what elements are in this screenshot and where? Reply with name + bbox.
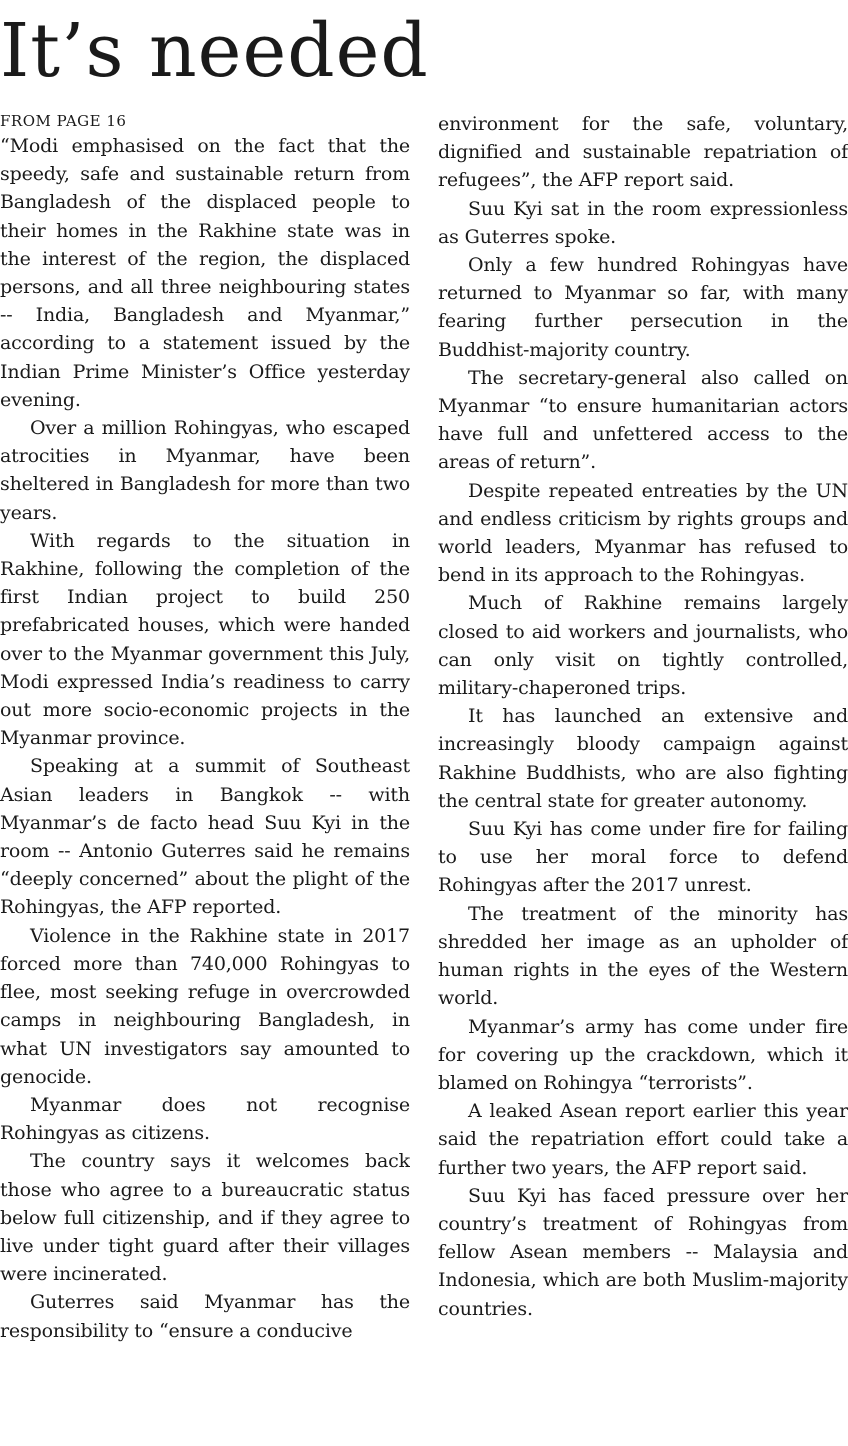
paragraph: environment for the safe, voluntary, dignified and sustainable repatriation of refugees”, the AFP report said. <box>438 113 848 192</box>
paragraph: Myanmar’s army has come under fire for covering up the crackdown, which it blamed on Rohingya “terrorists”. <box>438 1015 848 1094</box>
article-column-right <box>438 110 848 1440</box>
paragraph: It has launched an extensive and increasingly bloody campaign against Rakhine Buddhists, who are also fighting the central state for greater autonomy. <box>438 705 848 812</box>
paragraph: Guterres said Myanmar has the responsibility to “ensure a conducive <box>0 1291 410 1342</box>
paragraph: Suu Kyi sat in the room expressionless as Guterres spoke. <box>438 197 848 248</box>
paragraph: Despite repeated entreaties by the UN and endless criticism by rights groups and world leaders, Myanmar has refused to bend in its approach to the Rohingyas. <box>438 479 848 587</box>
paragraph: Over a million Rohingyas, who escaped atrocities in Myanmar, have been sheltered in Bangladesh for more than two years. <box>0 417 410 524</box>
paragraph: Only a few hundred Rohingyas have returned to Myanmar so far, with many fearing further persecution in the Buddhist-majority country. <box>438 254 848 361</box>
paragraph: With regards to the situation in Rakhine, following the completion of the first Indian project to build 250 prefabricated houses, which were handed over to the Myanmar government this July, Modi expressed India’s readiness to carry out more socio-economic projects in the Myanmar province. <box>0 529 410 750</box>
paragraph: Much of Rakhine remains largely closed to aid workers and journalists, who can only visit on tightly controlled, military-chaperoned trips. <box>438 592 848 700</box>
paragraph: Violence in the Rakhine state in 2017 forced more than 740,000 Rohingyas to flee, most seeking refuge in overcrowded camps in neighbouring Bangladesh, in what UN investigators say amounted to genocide. <box>0 924 410 1088</box>
paragraph: “Modi emphasised on the fact that the speedy, safe and sustainable return from Bangladesh of the displaced people to their homes in the Rakhine state was in the interest of the region, the displaced persons, and all three neighbouring states -- India, Bangladesh and Myanmar,” according to a statement issued by the Indian Prime Minister’s Office yesterday evening. <box>0 135 410 411</box>
paragraph: The secretary-general also called on Myanmar “to ensure humanitarian actors have full and unfettered access to the areas of return”. <box>438 366 848 474</box>
paragraph: A leaked Asean report earlier this year said the repatriation effort could take a further two years, the AFP report said. <box>438 1100 848 1179</box>
paragraph: The treatment of the minority has shredded her image as an upholder of human rights in the eyes of the Western world. <box>438 902 848 1010</box>
paragraph: Speaking at a summit of Southeast Asian leaders in Bangkok -- with Myanmar’s de facto head Suu Kyi in the room -- Antonio Guterres said he remains “deeply concerned” about the plight of the Rohingyas, the AFP reported. <box>0 755 410 919</box>
paragraph: The country says it welcomes back those who agree to a bureaucratic status below full citizenship, and if they agree to live under tight guard after their villages were incinerated. <box>0 1150 410 1286</box>
continuation-kicker: FROM PAGE 16 <box>0 112 127 130</box>
paragraph: Suu Kyi has come under fire for failing to use her moral force to defend Rohingyas after the 2017 unrest. <box>438 818 848 897</box>
paragraph: Myanmar does not recognise Rohingyas as citizens. <box>0 1093 410 1145</box>
article-column-left <box>0 110 410 1440</box>
paragraph: Suu Kyi has faced pressure over her country’s treatment of Rohingyas from fellow Asean members -- Malaysia and Indonesia, which are both Muslim-majority countries. <box>438 1184 848 1320</box>
headline: It’s needed <box>0 8 429 94</box>
